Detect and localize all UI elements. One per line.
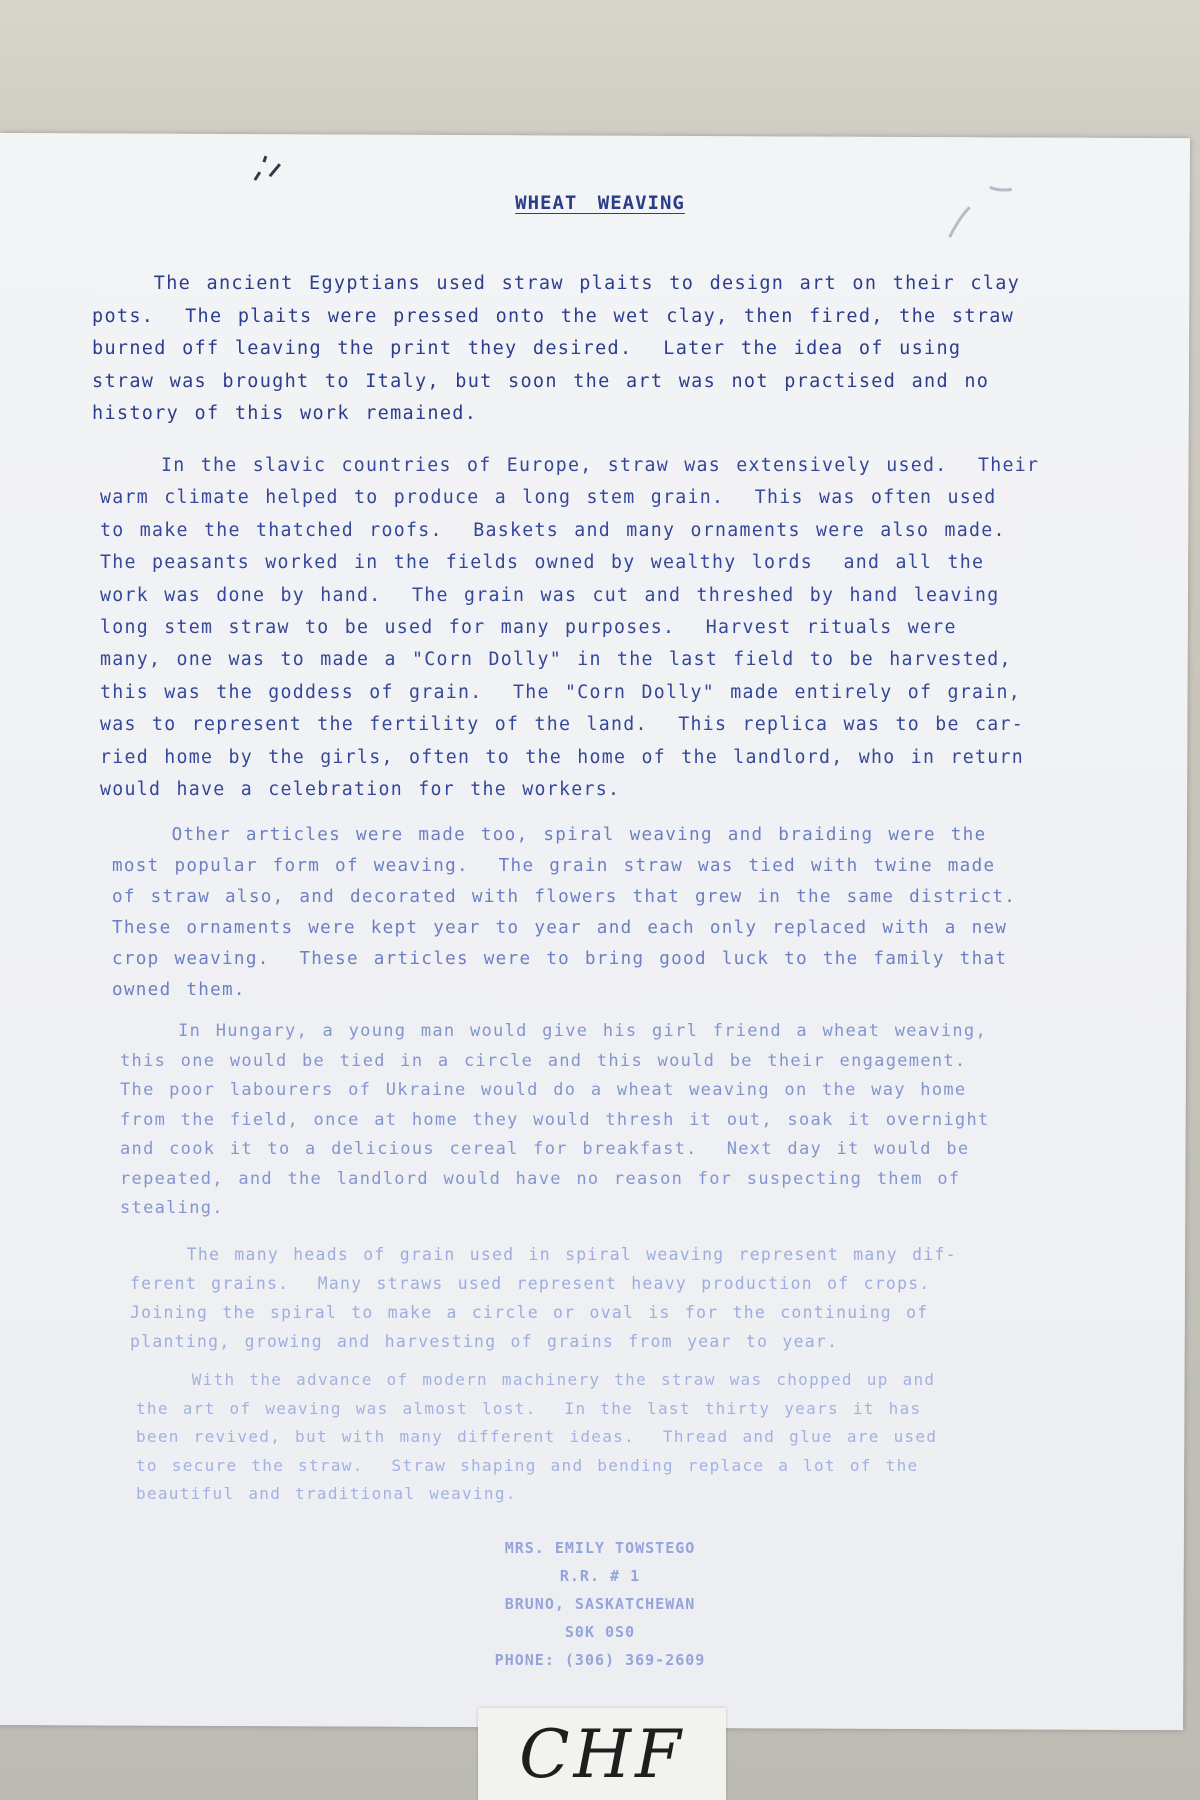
ink-smudge-mark — [250, 152, 290, 192]
paragraph-6: With the advance of modern machinery the straw was chopped up and the art of weaving was almost lost. In the last thirty years it has been revived, but with many different ideas. Thread and glue are used to secure the straw. Straw shaping and bending replace a lot of the beautiful and traditional weaving. — [136, 1370, 938, 1503]
contact-block — [0, 1534, 1200, 1674]
paragraph-5: The many heads of grain used in spiral weaving represent many dif- ferent grains. Many straws used represent heavy production of crops. Joining the spiral to make a circle or oval is for the continuing of planting, growing and harvesting of grains from year to year. — [130, 1245, 957, 1351]
wall-background — [0, 0, 1200, 150]
contact-postal: S0K 0S0 — [564, 1623, 636, 1641]
paragraph-3: Other articles were made too, spiral weaving and braiding were the most popular form of weaving. The grain straw was tied with twine made of straw also, and decorated with flowers that grew in the same district. These ornaments were kept year to year and each only replaced with a new crop weaving. These articles were to bring good luck to the family that owned them. — [112, 825, 1017, 1000]
contact-phone: PHONE: (306) 369-2609 — [494, 1651, 706, 1669]
paragraph-1: The ancient Egyptians used straw plaits to design art on their clay pots. The plaits were pressed onto the wet clay, then fired, the straw burned off leaving the print they desired. Later the idea of using straw was brought to Italy, but soon the art was not practised and no history of this work remained. — [92, 273, 1021, 424]
document-title: WHEAT WEAVING — [515, 192, 685, 214]
paragraph-4: In Hungary, a young man would give his girl friend a wheat weaving, this one would be tied in a circle and this would be their engagement. The poor labourers of Ukraine would do a wheat weaving on the way home from the field, once at home they would thresh it out, soak it overnight and cook it to a delicious cereal for breakfast. Next day it would be repeated, and the landlord would have no reason for suspecting them of stealing. — [120, 1021, 990, 1218]
contact-route: R.R. # 1 — [559, 1567, 641, 1585]
chf-label — [478, 1708, 726, 1800]
contact-city: BRUNO, SASKATCHEWAN — [504, 1595, 696, 1613]
paragraph-2: In the slavic countries of Europe, straw was extensively used. Their warm climate helped to produce a long stem grain. This was often used to make the thatched roofs. Baskets and many ornaments were also made. The peasants worked in the fields owned by wealthy lords and all the work was done by hand. The grain was cut and threshed by hand leaving long stem straw to be used for many purposes. Harvest rituals were many, one was to made a "Corn Dolly" in the last field to be harvested, this was the goddess of grain. The "Corn Dolly" made entirely of grain, was to represent the fertility of the land. This replica was to be car- ried home by the girls, often to the home of the landlord, who in return would have a celebration for the workers. — [100, 455, 1040, 801]
contact-name: MRS. EMILY TOWSTEGO — [504, 1539, 696, 1557]
chf-label-text: CHF — [519, 1715, 685, 1793]
